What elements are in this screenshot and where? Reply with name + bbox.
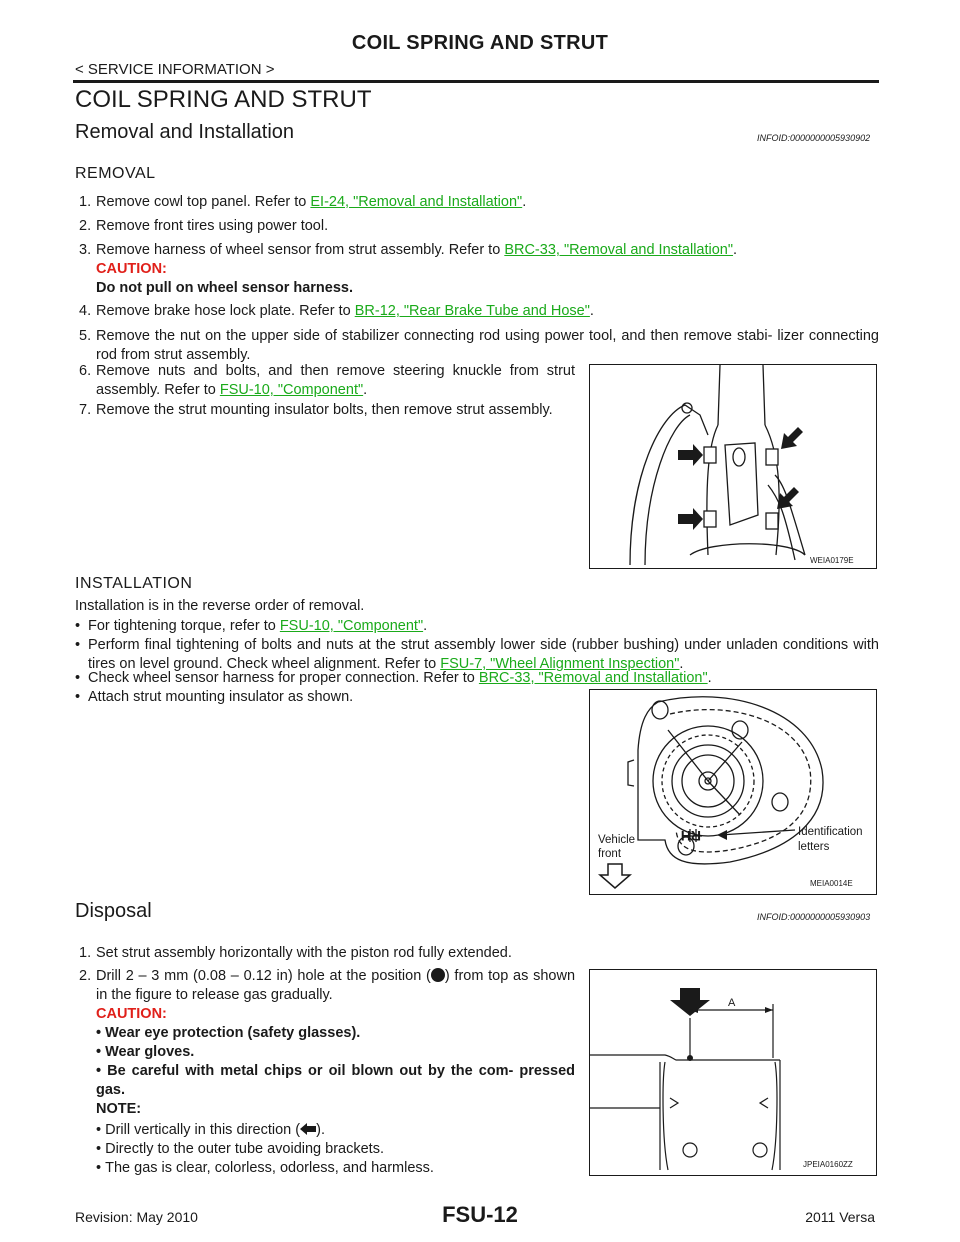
step-number: 1. (79, 945, 92, 961)
bullet-text: Check wheel sensor harness for proper connection. Refer to (88, 670, 479, 686)
step-number: 7. (79, 402, 92, 418)
link-br-12[interactable]: BR-12, "Rear Brake Tube and Hose" (354, 303, 590, 319)
disposal-step-1 (79, 944, 879, 963)
caution-item: • Be careful with metal chips or oil blown out by the com- pressed gas. (96, 1063, 575, 1098)
bullet-punct: . (707, 670, 712, 686)
bullet-text: Attach strut mounting insulator as shown. (88, 689, 354, 705)
dimension-label: A (728, 997, 736, 1009)
drill-arrow-icon (670, 988, 710, 1016)
removal-heading: REMOVAL (75, 165, 156, 182)
step-text: Remove cowl top panel. Refer to (96, 194, 311, 210)
note-item: Directly to the outer tube avoiding brackets. (105, 1141, 384, 1157)
link-fsu-10-torque[interactable]: FSU-10, "Component" (279, 618, 424, 634)
note-item: Drill vertically in this direction ( (105, 1122, 301, 1138)
disposal-step-2: 2. Drill 2 – 3 mm (0.08 – 0.12 in) hole at the position ( ) from top as shown in the figure to release gas gradually. CAUTION: • Wear eye protection (safety glasses). • Wear gloves. • Be careful with metal chips or oil blown out by the com- pressed gas. NOTE: • Drill vertically in this direction ( ). • Directly to the outer tube avoiding brackets. • The gas is clear, colorless, odorless, and harmless. (79, 968, 576, 1176)
note-label: NOTE: (96, 1101, 142, 1117)
drill-direction-arrow-icon (300, 1123, 316, 1135)
caution-label: CAUTION: (96, 1006, 167, 1022)
identification-label-2: letters (798, 841, 830, 853)
step-text: Drill 2 – 3 mm (0.08 – 0.12 in) hole at the position ( (96, 968, 431, 984)
identification-label: Identification (798, 826, 863, 838)
caution-item: • Wear gloves. (96, 1044, 195, 1060)
page-number: FSU-12 (442, 1202, 518, 1227)
step-text: Remove the nut on the upper side of stabilizer connecting rod using power tool, and then remove stabi- lizer connecting rod from strut assembly. (96, 328, 879, 363)
step-number: 2. (79, 968, 92, 984)
vehicle-front-arrow-icon (600, 864, 630, 888)
page-header-title: COIL SPRING AND STRUT (351, 32, 609, 54)
step-number: 5. (79, 328, 92, 344)
installation-bullet-2: • Perform final tightening of bolts and nuts at the strut assembly lower side (rubber bushing) under unladen conditions with tires on level ground. Check wheel alignment. Refer to FSU-7, "Wheel Alignment Inspection". (75, 637, 879, 672)
step-text-2: ) from top as shown in the figure to release gas gradually. (96, 968, 576, 1003)
link-ei-24[interactable]: EI-24, "Removal and Installation" (310, 194, 523, 210)
insulator-marking: RH (680, 828, 701, 844)
vehicle-front-label: Vehicle (598, 834, 636, 846)
step-number: 1. (79, 194, 92, 210)
removal-step-6 (79, 362, 575, 400)
removal-installation-infoid: INFOID:0000000005930902 (757, 133, 871, 143)
step-punct: . (522, 194, 527, 210)
step-number: 4. (79, 303, 92, 319)
step-number: 3. (79, 242, 92, 258)
removal-step-1 (79, 193, 879, 212)
removal-step-7 (79, 401, 575, 439)
step-text: Remove front tires using power tool. (96, 218, 329, 234)
step-text: Remove brake hose lock plate. Refer to (96, 303, 355, 319)
step-number: 6. (79, 363, 92, 379)
step-text: Remove nuts and bolts, and then remove steering knuckle from strut assembly. Refer to (96, 363, 575, 398)
footer-revision: Revision: May 2010 (75, 1209, 198, 1225)
link-brc-33[interactable]: BRC-33, "Removal and Installation" (504, 242, 734, 258)
bullet-punct: . (423, 618, 428, 634)
bullet-text: Perform final tightening of bolts and nuts at the strut assembly lower side (rubber bushing) under unladen conditions with tires on level ground. Check wheel alignment. Refer to (88, 637, 879, 672)
note-item: The gas is clear, colorless, odorless, and harmless. (105, 1160, 434, 1176)
strut-knuckle-figure (589, 364, 877, 569)
figure-code: WEIA0179E (810, 556, 854, 565)
link-brc-33-harness[interactable]: BRC-33, "Removal and Installation" (478, 670, 708, 686)
step-text: Remove the strut mounting insulator bolts, then remove strut assembly. (96, 402, 553, 418)
drill-position-illustration (590, 970, 876, 1175)
installation-bullet-4: • Attach strut mounting insulator as shown. (75, 688, 879, 707)
note-item-end: ). (316, 1122, 325, 1138)
step-punct: . (363, 382, 368, 398)
removal-step-5 (79, 327, 879, 365)
caution-text: Do not pull on wheel sensor harness. (96, 280, 354, 296)
caution-item: • Wear eye protection (safety glasses). (96, 1025, 361, 1041)
installation-bullet-1: • For tightening torque, refer to FSU-10, "Component". (75, 618, 428, 634)
installation-heading: INSTALLATION (75, 575, 193, 592)
figure-code: JPEIA0160ZZ (803, 1160, 853, 1169)
step-punct: . (589, 303, 594, 319)
step-text: Set strut assembly horizontally with the piston rod fully extended. (96, 945, 512, 961)
disposal-infoid: INFOID:0000000005930903 (757, 912, 871, 922)
mounting-insulator-illustration (590, 690, 876, 894)
strut-knuckle-illustration (590, 365, 876, 568)
section-breadcrumb: < SERVICE INFORMATION > (75, 61, 275, 78)
installation-intro: Installation is in the reverse order of removal. (75, 598, 365, 614)
removal-installation-heading: Removal and Installation (75, 121, 295, 143)
bullet-punct: . (679, 656, 684, 672)
mounting-insulator-figure (589, 689, 877, 895)
drill-position-icon (431, 968, 445, 982)
vehicle-front-label-2: front (598, 848, 622, 860)
step-number: 2. (79, 218, 92, 234)
main-title: COIL SPRING AND STRUT (75, 86, 372, 113)
link-fsu-10[interactable]: FSU-10, "Component" (219, 382, 364, 398)
removal-step-3 (79, 241, 879, 301)
step-punct: . (733, 242, 738, 258)
bullet-text: For tightening torque, refer to (88, 618, 280, 634)
removal-step-4 (79, 302, 879, 321)
caution-label: CAUTION: (96, 261, 167, 277)
disposal-heading: Disposal (75, 900, 152, 922)
footer-model: 2011 Versa (805, 1209, 875, 1225)
link-fsu-7[interactable]: FSU-7, "Wheel Alignment Inspection" (440, 656, 680, 672)
header-divider (73, 80, 879, 83)
installation-bullet-3: • Check wheel sensor harness for proper connection. Refer to BRC-33, "Removal and Installation". (75, 670, 712, 686)
removal-step-2 (79, 217, 879, 236)
figure-code: MEIA0014E (810, 879, 853, 888)
step-text: Remove harness of wheel sensor from strut assembly. Refer to (96, 242, 505, 258)
drill-position-figure (589, 969, 877, 1176)
